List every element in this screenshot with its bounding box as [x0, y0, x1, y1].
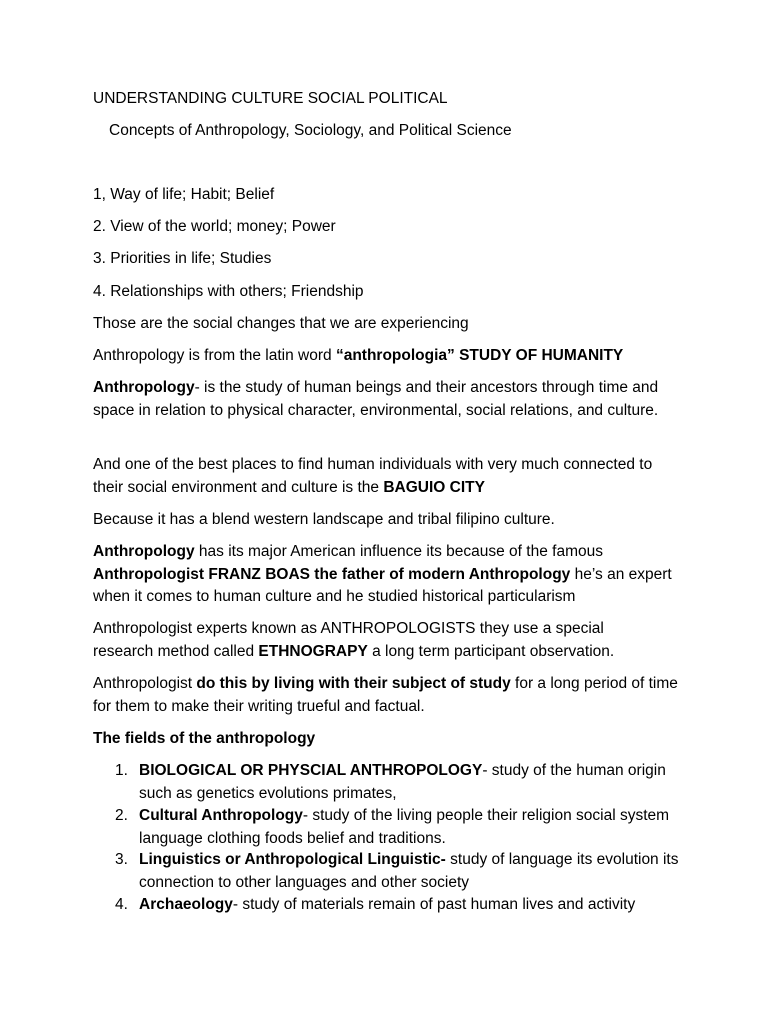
- living-text-2: for a long period of time for them to make their writing trueful and factual.: [93, 675, 678, 715]
- baguio-bold: BAGUIO CITY: [383, 478, 485, 496]
- list-item: [93, 894, 693, 917]
- list-item: [93, 805, 693, 850]
- boas-text-2: he’s an expert when it comes to human culture and he studied historical particularism: [93, 565, 672, 605]
- experts-text-1: Anthropologist experts known as ANTHROPOLOGISTS they use a special research method called: [93, 620, 604, 660]
- point-4: 4. Relationships with others; Friendship: [93, 283, 364, 300]
- boas-bold-2: Anthropologist FRANZ BOAS the father of modern Anthropology: [93, 565, 571, 583]
- fields-heading-text: The fields of the anthropology: [93, 730, 316, 747]
- list-text: [139, 805, 693, 850]
- boas-bold-1: Anthropology: [93, 543, 195, 560]
- list-item: [93, 760, 693, 805]
- latin-word-paragraph: [93, 345, 623, 368]
- baguio-text: And one of the best places to find human individuals with very much connected to their social environment and culture is the: [93, 456, 653, 496]
- blend-text: Because it has a blend western landscape and tribal filipino culture.: [93, 511, 555, 528]
- field-description: - study of the human origin such as genetics evolutions primates,: [139, 762, 666, 802]
- experts-text-2: a long term participant observation.: [367, 642, 615, 660]
- list-text: [139, 849, 693, 894]
- list-number: 2.: [115, 807, 128, 824]
- list-text: [139, 760, 693, 805]
- doc-title: UNDERSTANDING CULTURE SOCIAL POLITICAL: [93, 90, 448, 107]
- boas-text-1: has its major American influence its because of the famous: [194, 543, 603, 560]
- definition-term: Anthropology: [93, 379, 195, 396]
- social-changes-text: Those are the social changes that we are experiencing: [93, 315, 469, 332]
- living-bold: do this by living with their subject of study: [196, 675, 511, 692]
- field-description: study of language its evolution its connection to other languages and other society: [139, 851, 679, 891]
- experts-paragraph: [93, 618, 653, 663]
- definition-text: - is the study of human beings and their ancestors through time and space in relation to physical character, environmental, social relations, and culture.: [93, 379, 659, 419]
- list-text: [139, 894, 693, 917]
- point-2: 2. View of the world; money; Power: [93, 218, 336, 235]
- experts-bold: ETHNOGRAPY: [258, 642, 368, 660]
- list-item: [93, 849, 693, 894]
- point-1: 1, Way of life; Habit; Belief: [93, 186, 275, 203]
- field-name: Linguistics or Anthropological Linguistic-: [139, 851, 446, 868]
- point-3: 3. Priorities in life; Studies: [93, 250, 272, 267]
- living-text-1: Anthropologist: [93, 675, 197, 692]
- list-number: 3.: [115, 851, 128, 868]
- field-name: BIOLOGICAL OR PHYSCIAL ANTHROPOLOGY: [139, 762, 483, 779]
- living-paragraph: [93, 673, 693, 718]
- list-number: 4.: [115, 896, 128, 913]
- list-number: 1.: [115, 762, 128, 779]
- field-name: Cultural Anthropology: [139, 807, 303, 824]
- field-description: - study of materials remain of past human lives and activity: [232, 896, 636, 913]
- doc-subtitle: Concepts of Anthropology, Sociology, and Political Science: [109, 122, 512, 139]
- fields-heading: [93, 728, 315, 751]
- field-description: - study of the living people their religion social system language clothing foods belief and traditions.: [139, 807, 670, 847]
- anthropology-definition: [93, 377, 693, 422]
- field-name: Archaeology: [139, 896, 233, 913]
- baguio-paragraph: [93, 454, 653, 499]
- latin-word-text: Anthropology is from the latin word: [93, 347, 336, 364]
- boas-paragraph: [93, 541, 693, 609]
- latin-word-bold: “anthropologia” STUDY OF HUMANITY: [335, 347, 624, 364]
